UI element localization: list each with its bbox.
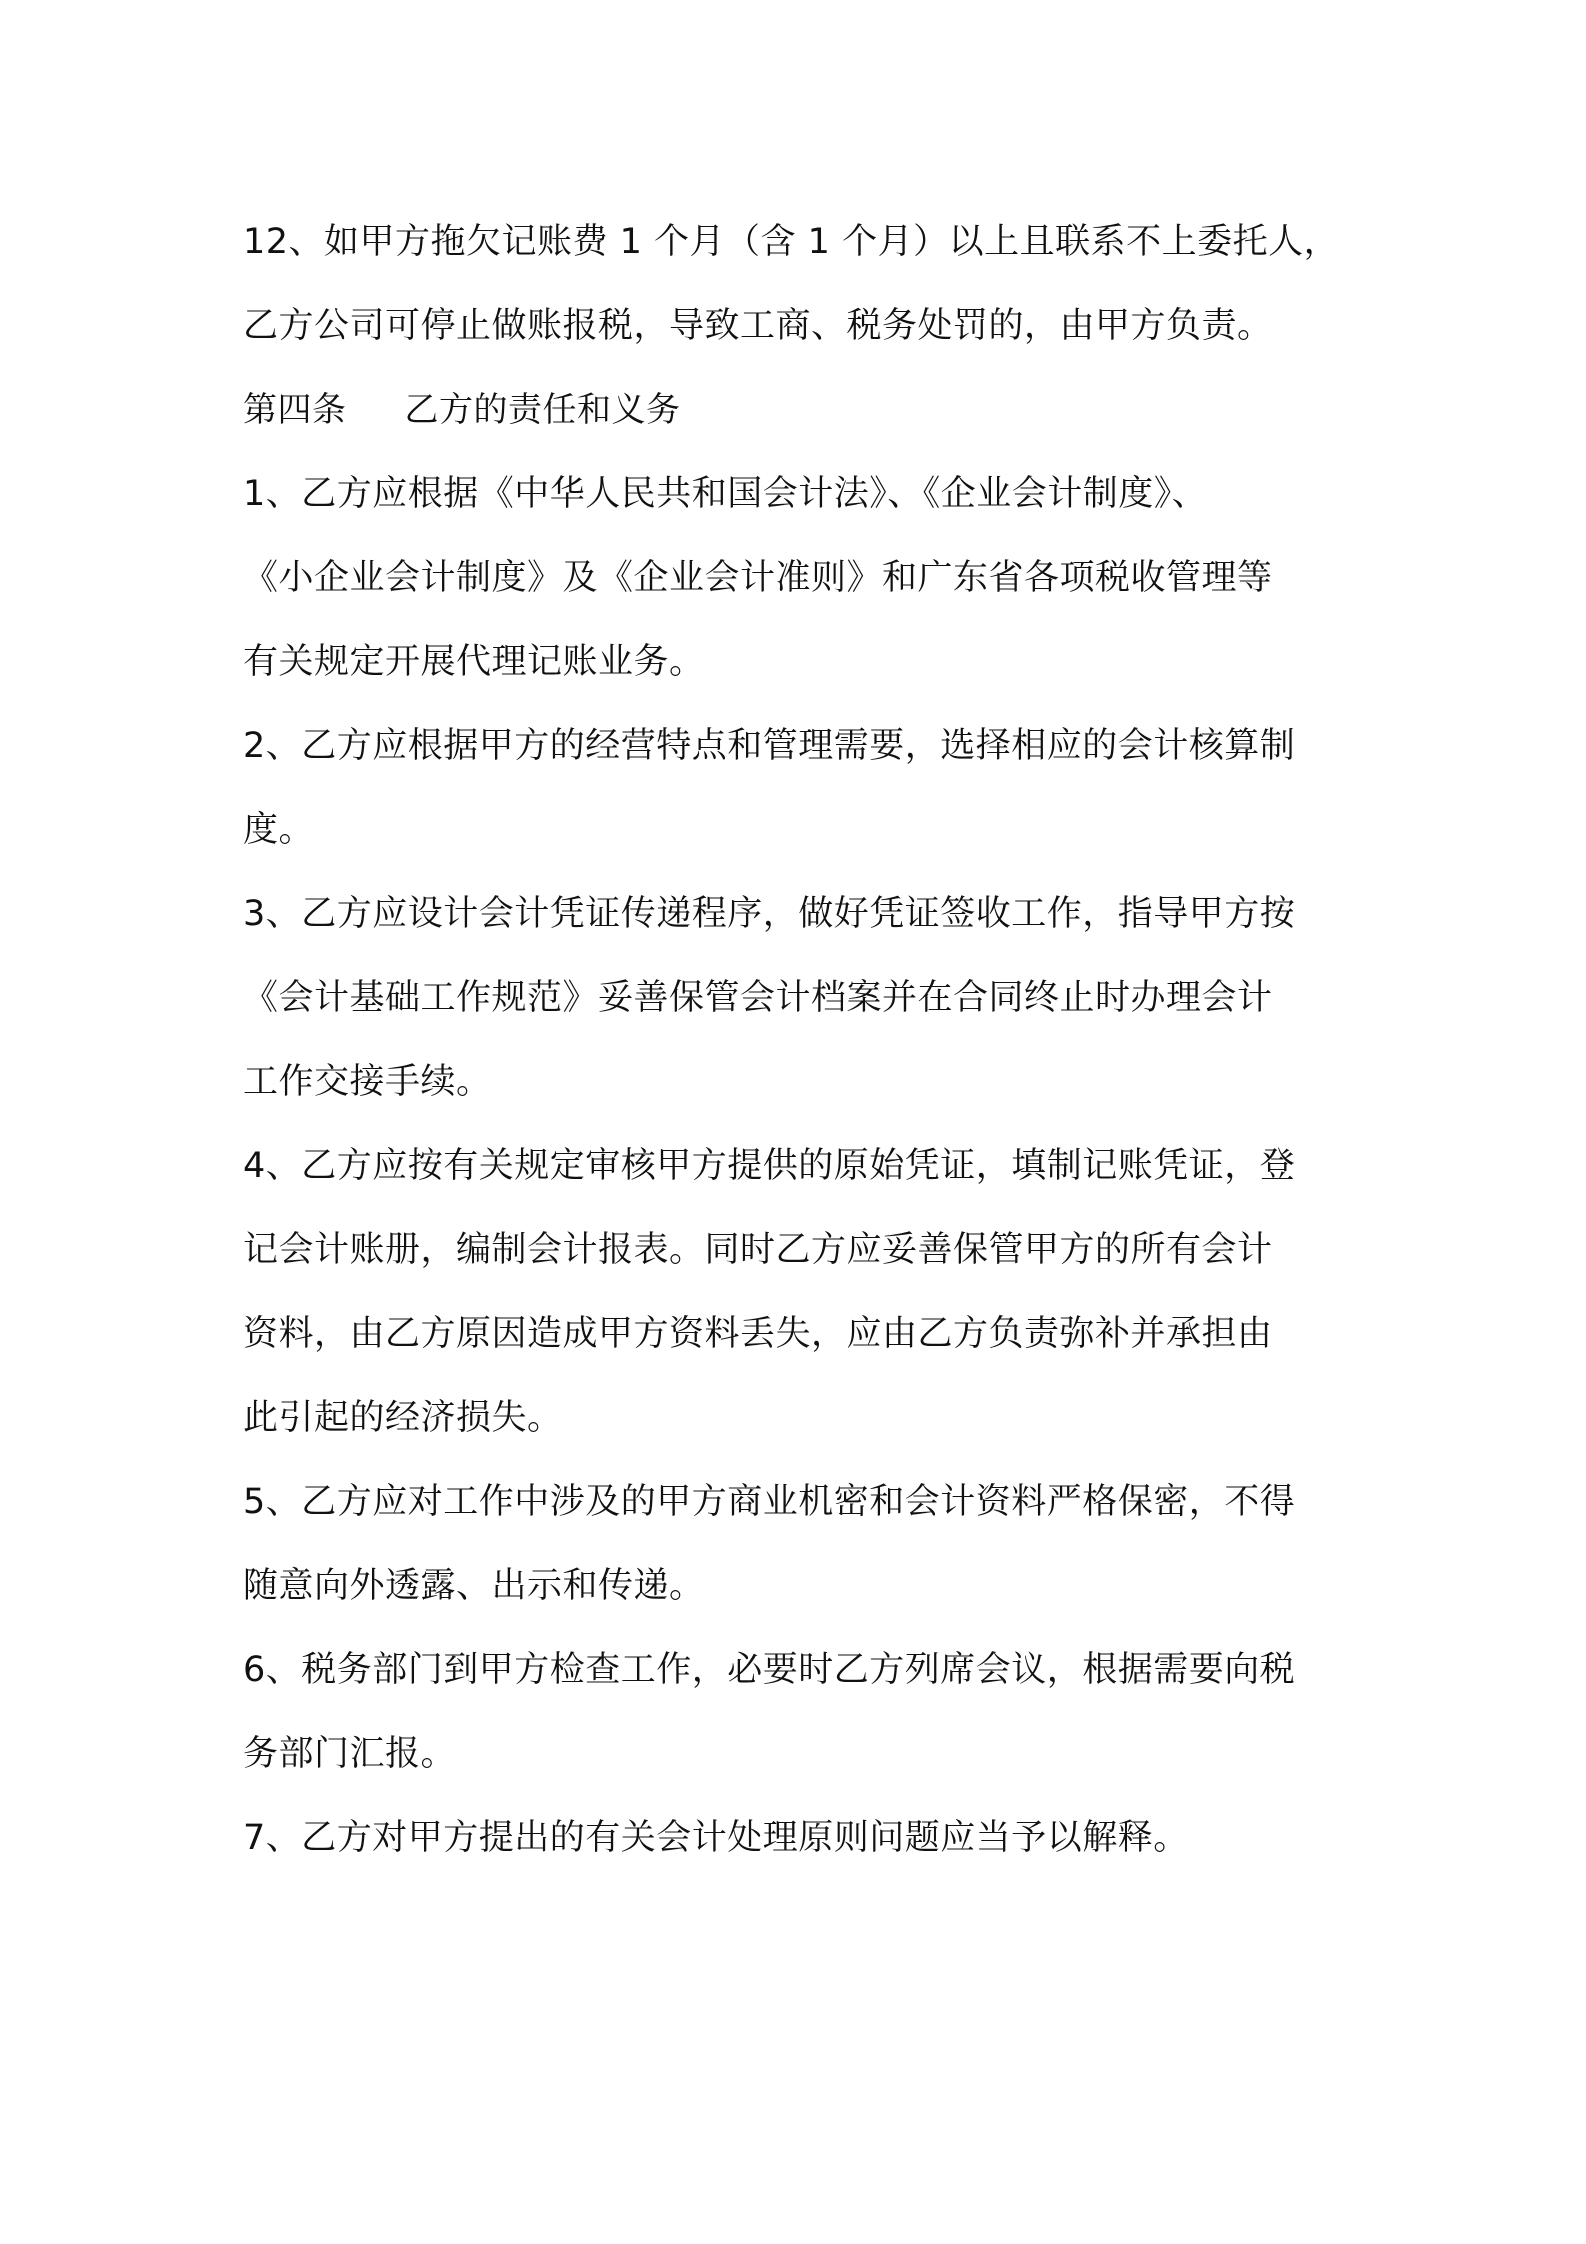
item-7 (243, 1796, 1363, 1880)
item-7-line-1: 7、乙方对甲方提出的有关会计处理原则问题应当予以解释。 (243, 1818, 1189, 1858)
item-1-line-3: 有关规定开展代理记账业务。 (243, 642, 705, 682)
item-1 (243, 452, 1363, 704)
item-4-line-4: 此引起的经济损失。 (243, 1398, 563, 1438)
clause-12 (243, 200, 1363, 368)
item-6-line-1: 6、税务部门到甲方检查工作，必要时乙方列席会议，根据需要向税 (243, 1650, 1296, 1690)
item-6 (243, 1628, 1363, 1796)
item-3 (243, 872, 1363, 1124)
clause-12-line-2: 乙方公司可停止做账报税，导致工商、税务处罚的，由甲方负责。 (243, 306, 1273, 346)
item-4-line-2: 记会计账册，编制会计报表。同时乙方应妥善保管甲方的所有会计 (243, 1230, 1273, 1270)
document-body (243, 200, 1363, 1880)
item-3-line-3: 工作交接手续。 (243, 1062, 492, 1102)
item-5-line-2: 随意向外透露、出示和传递。 (243, 1566, 705, 1606)
item-1-line-2: 《小企业会计制度》及《企业会计准则》和广东省各项税收管理等 (243, 558, 1273, 598)
item-2 (243, 704, 1363, 872)
item-2-line-2: 度。 (243, 810, 315, 850)
item-1-line-1: 1、乙方应根据《中华人民共和国会计法》、《企业会计制度》、 (243, 474, 1208, 514)
section-4-title: 乙方的责任和义务 (404, 390, 681, 430)
item-4-line-3: 资料，由乙方原因造成甲方资料丢失，应由乙方负责弥补并承担由 (243, 1314, 1273, 1354)
item-6-line-2: 务部门汇报。 (243, 1734, 457, 1774)
item-3-line-2: 《会计基础工作规范》妥善保管会计档案并在合同终止时办理会计 (243, 978, 1273, 1018)
item-2-line-1: 2、乙方应根据甲方的经营特点和管理需要，选择相应的会计核算制 (243, 726, 1296, 766)
item-5 (243, 1460, 1363, 1628)
item-4 (243, 1124, 1363, 1460)
item-3-line-1: 3、乙方应设计会计凭证传递程序，做好凭证签收工作，指导甲方按 (243, 894, 1296, 934)
clause-12-line-1: 12、如甲方拖欠记账费 1 个月（含 1 个月）以上且联系不上委托人， (243, 222, 1340, 262)
section-4-heading (243, 368, 1363, 452)
item-4-line-1: 4、乙方应按有关规定审核甲方提供的原始凭证，填制记账凭证，登 (243, 1146, 1296, 1186)
item-5-line-1: 5、乙方应对工作中涉及的甲方商业机密和会计资料严格保密，不得 (243, 1482, 1296, 1522)
section-4-number: 第四条 (243, 390, 347, 430)
